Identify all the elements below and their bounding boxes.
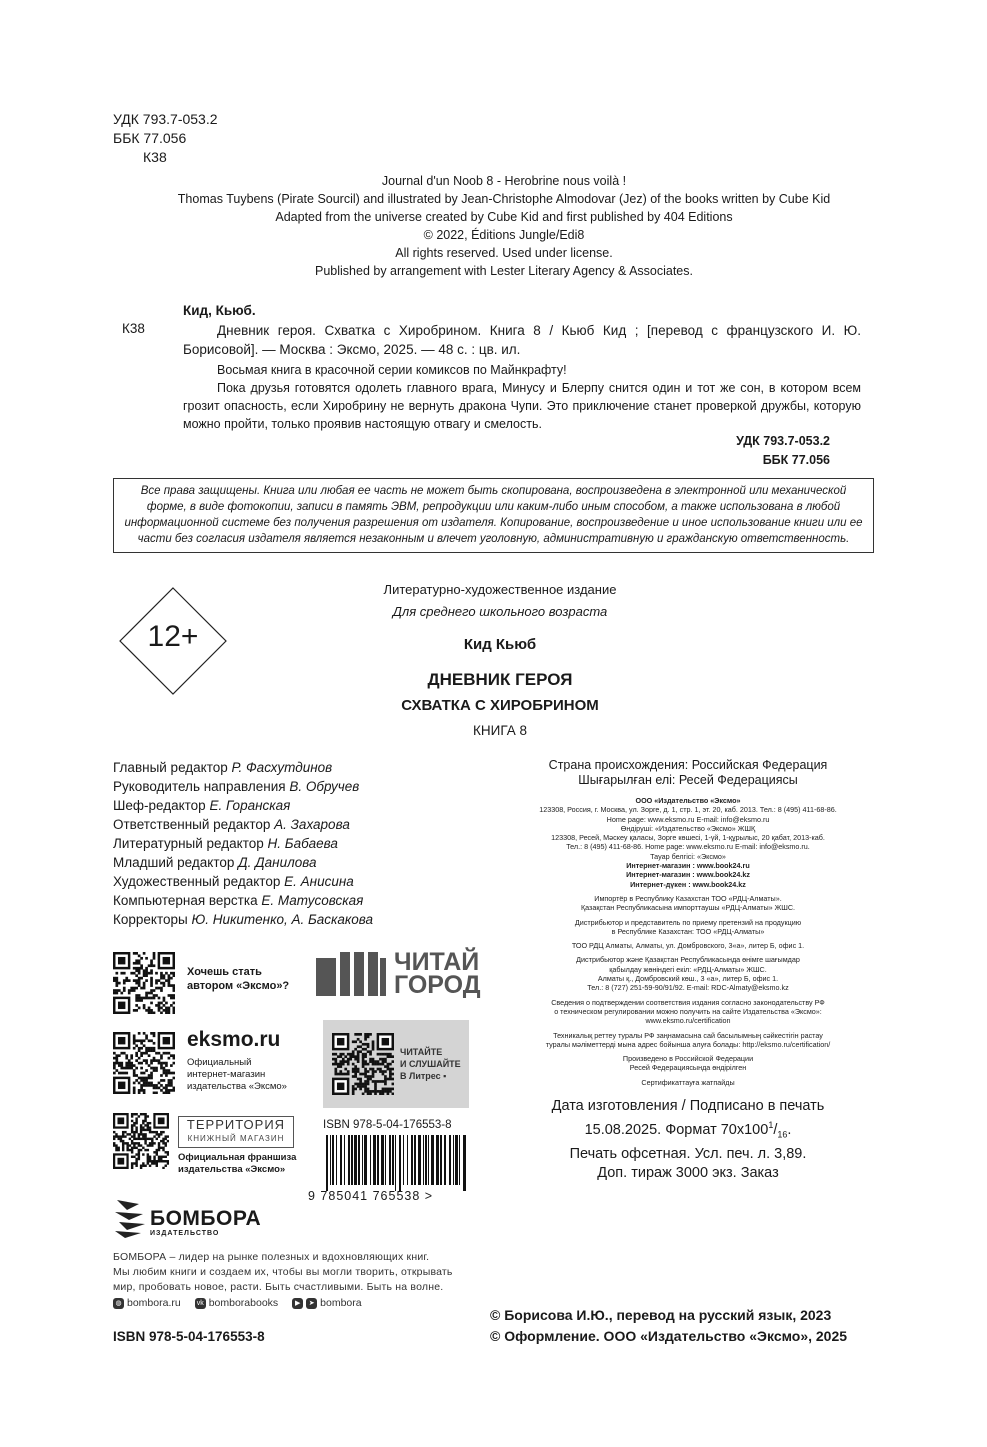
staff-role: Художественный редактор (113, 874, 281, 889)
staff-row (113, 758, 373, 777)
edition-audience: Для среднего школьного возраста (392, 604, 608, 619)
qr-code-litres[interactable] (332, 1033, 394, 1095)
staff-name: Н. Бабаева (267, 836, 338, 851)
original-credits (100, 172, 908, 280)
eksmo-desc-line: издательства «Эксмо» (187, 1081, 287, 1092)
territory-subtitle: КНИЖНЫЙ МАГАЗИН (187, 1134, 285, 1143)
staff-name: Р. Фасхутдинов (231, 760, 333, 775)
bombora-logo-subtitle: ИЗДАТЕЛЬСТВО (150, 1230, 220, 1237)
print-info (500, 1097, 876, 1183)
biblio-description (183, 321, 861, 359)
staff-role: Литературный редактор (113, 836, 264, 851)
publisher-line: Произведено в Российской Федерации (622, 1054, 754, 1064)
bbk-code-right: ББК 77.056 (762, 453, 830, 467)
rights-notice: Все права защищены. Книга или любая ее часть не может быть скопирована, воспроизведена в электронной или механической форме, в виде фотокопии, записи в память ЭВМ, репродукции или каким-либо иным способом, а также использована в любой информационной системе без получения разрешения от издателя. Копирование, воспроизведение и иное использование книги или ее части без согласия издателя является незаконным и влечет уголовную, административную и гражданскую ответственность. (113, 478, 874, 553)
publisher-line: Интернет-магазин : www.book24.kz (626, 870, 750, 880)
bombora-logo-icon (113, 1198, 147, 1238)
country-of-origin (500, 758, 876, 788)
publisher-line: Дистрибьютор и представитель по приему претензий на продукцию (574, 917, 802, 927)
social-website[interactable] (113, 1297, 181, 1309)
want-author-text (187, 965, 297, 993)
copyright-line: © Оформление. ООО «Издательство «Эксмо», 2025 (490, 1328, 848, 1344)
publisher-line: Тел.: 8 (727) 251-59-90/91/92. E-mail: RDC-Almaty@eksmo.kz (587, 983, 789, 993)
udk-top-block (113, 110, 218, 167)
staff-row (113, 834, 373, 853)
publisher-line: Ресей Федерациясында өндірілген (629, 1063, 747, 1073)
publisher-line: 123308, Россия, г. Москва, ул. Зорге, д. 1, стр. 1, эт. 20, каб. 2013. Тел.: 8 (495) 411-68-86. (539, 805, 837, 815)
format-end: . (787, 1121, 792, 1138)
barcode-digits: 9 785041 765538 > (308, 1189, 434, 1203)
format-slash: / (773, 1121, 778, 1138)
origin-line: Страна происхождения: Российская Федерация (548, 758, 828, 772)
print-line (500, 1116, 876, 1145)
staff-row (113, 815, 373, 834)
copyright-block (490, 1305, 847, 1347)
print-line: Дата изготовления / Подписано в печать (551, 1098, 825, 1114)
publisher-line: қабылдау жөніндегі екіл: «РДЦ-Алматы» ЖШС. (609, 964, 767, 974)
biblio-description-text: Дневник героя. Схватка с Хиробрином. Книга 8 / Кьюб Кид ; [перевод с французского И. Ю. Борисовой]. — Москва : Эксмо, 2025. — 48 с. : цв. ил. (183, 323, 861, 357)
age-rating: 12+ (147, 620, 199, 653)
publisher-line: www.eksmo.ru/certification (645, 1016, 731, 1026)
book-subtitle: СХВАТКА С ХИРОБРИНОМ (401, 697, 599, 714)
staff-name: А. Захарова (274, 817, 350, 832)
credit-line: © 2022, Éditions Jungle/Edi8 (423, 228, 585, 242)
publisher-line: Техникалық реттеу туралы РФ заңнамасына сай басылымның сәйкестігін растау (553, 1030, 823, 1040)
staff-role: Шеф-редактор (113, 798, 206, 813)
staff-role: Младший редактор (113, 855, 235, 870)
udk-right-block (736, 432, 830, 470)
credit-line: Thomas Tuybens (Pirate Sourcil) and illustrated by Jean-Christophe Almodovar (Jez) of the books written by Cube Kid (177, 192, 831, 206)
chitai-gorod-mark-icon (316, 952, 388, 996)
chitai-gorod-text (394, 948, 481, 999)
qr-code-territory[interactable] (113, 1113, 169, 1169)
territory-description (178, 1152, 296, 1176)
isbn-bottom: ISBN 978-5-04-176553-8 (113, 1329, 265, 1344)
bombora-logo: БОМБОРА (150, 1207, 262, 1230)
litres-line: В Литрес ▪ (400, 1071, 447, 1081)
staff-name: Е. Горанская (209, 798, 291, 813)
publisher-line: в Республике Казахстан: ТОО «РДЦ-Алматы» (611, 926, 765, 936)
edition-type: Литературно-художественное издание (383, 582, 617, 597)
publisher-line: Интернет-магазин : www.book24.ru (626, 861, 750, 871)
gorod-word: ГОРОД (394, 971, 481, 999)
udk-code-right: УДК 793.7-053.2 (736, 434, 830, 448)
print-line: Доп. тираж 3000 экз. Заказ (597, 1164, 779, 1181)
staff-role: Корректоры (113, 912, 188, 927)
credit-line: Adapted from the universe created by Cube Kid and first published by 404 Editions (275, 210, 733, 224)
staff-role: Главный редактор (113, 760, 228, 775)
book-number: КНИГА 8 (473, 723, 527, 738)
chitai-word: ЧИТАЙ (394, 948, 480, 976)
territory-desc-line: Официальная франшиза (178, 1152, 297, 1163)
udk-code: УДК 793.7-053.2 (113, 111, 218, 127)
staff-row (113, 910, 373, 929)
credit-line: Journal d'un Noob 8 - Herobrine nous voilà ! (381, 174, 627, 188)
publisher-line: Интернет-дүкен : www.book24.kz (630, 879, 746, 889)
eksmo-description (187, 1057, 287, 1093)
annotation-line-1: Восьмая книга в красочной серии комиксов по Майнкрафту! (217, 363, 567, 377)
social-telegram-label: bombora (320, 1297, 362, 1309)
staff-name: Д. Данилова (238, 855, 317, 870)
publisher-line: Тауар белгісі: «Эксмо» (650, 851, 726, 861)
biblio-annotation (183, 361, 861, 433)
bombora-socials (113, 1297, 362, 1309)
eksmo-desc-line: интернет-магазин (187, 1069, 266, 1080)
chitai-gorod-logo (316, 948, 481, 1001)
eksmo-desc-line: Официальный (187, 1057, 252, 1068)
territory-logo (178, 1116, 294, 1148)
territory-desc-line: издательства «Эксмо» (178, 1164, 286, 1175)
isbn-barcode (322, 1135, 472, 1191)
publisher-line: туралы мәліметтерді мына адрес бойынша алуға болады: http://eksmo.ru/certification/ (545, 1039, 831, 1049)
staff-row (113, 872, 373, 891)
publisher-line: Алматы қ., Домбровский көш., 3 «а», литер Б, офис 1. (597, 974, 779, 984)
staff-role: Руководитель направления (113, 779, 286, 794)
qr-code-eksmo[interactable] (113, 1032, 175, 1094)
staff-role: Компьютерная верстка (113, 893, 258, 908)
author-mark: К38 (143, 149, 167, 165)
staff-name: Ю. Никитенко, А. Баскакова (191, 912, 374, 927)
biblio-author: Кид, Кьюб. (183, 303, 256, 318)
publisher-line: 123308, Ресей, Мәскеу қаласы, Зорге көшесі, 1-үй, 1-құрылыс, 20 қабат, 2013-каб. (551, 833, 825, 843)
social-vk-label: bomborabooks (208, 1297, 279, 1309)
bombora-description (113, 1250, 453, 1295)
publisher-line: Дистрибьютор және Қазақстан Республикасында өнімге шағымдар (576, 955, 800, 965)
staff-name: Е. Матусовская (261, 893, 364, 908)
staff-name: В. Обручев (289, 779, 360, 794)
credit-line: All rights reserved. Used under license. (395, 246, 613, 260)
staff-row (113, 853, 373, 872)
territory-title: ТЕРРИТОРИЯ (186, 1117, 286, 1132)
book-title: ДНЕВНИК ГЕРОЯ (427, 670, 573, 689)
bbk-code: ББК 77.056 (113, 130, 187, 146)
publisher-line: Өндіруші: «Издательство «Эксмо» ЖШҚ (620, 823, 756, 833)
publisher-line: ТОО РДЦ Алматы, Алматы, ул. Домбровского, 3«а», литер Б, офис 1. (571, 941, 805, 951)
staff-role: Ответственный редактор (113, 817, 271, 832)
telegram-icon: ➤ (306, 1298, 317, 1309)
social-website-label: bombora.ru (127, 1297, 181, 1309)
barcode-isbn-label: ISBN 978-5-04-176553-8 (323, 1119, 452, 1131)
credit-line: Published by arrangement with Lester Literary Agency & Associates. (315, 264, 693, 278)
biblio-code: К38 (122, 321, 145, 336)
publisher-line: о техническом регулировании можно получить на сайте Издательства «Эксмо»: (554, 1006, 822, 1016)
bombora-desc-line: Мы любим книги и создаем их, чтобы вы могли творить, открывать (113, 1266, 453, 1278)
litres-line: ЧИТАЙТЕ (400, 1047, 443, 1057)
publisher-line: Қазақстан Республикасына импорттаушы «РДЦ-Алматы» ЖШС. (580, 903, 796, 913)
litres-text (400, 1046, 461, 1082)
social-vk[interactable] (195, 1297, 278, 1309)
publisher-line: Сведения о подтверждении соответствия издания согласно законодательству РФ (551, 997, 825, 1007)
staff-name: Е. Анисина (284, 874, 354, 889)
copyright-line: © Борисова И.Ю., перевод на русский язык, 2023 (490, 1307, 832, 1323)
publisher-line: ООО «Издательство «Эксмо» (635, 796, 741, 805)
publisher-line: Сертификаттауға жатпайды (641, 1077, 735, 1087)
staff-row (113, 777, 373, 796)
print-line: Печать офсетная. Усл. печ. л. 3,89. (569, 1145, 807, 1162)
publisher-line: Home page: www.eksmo.ru E-mail: info@eksmo.ru (606, 814, 770, 824)
staff-row (113, 796, 373, 815)
youtube-icon: ▶ (292, 1298, 303, 1309)
format-sup: 1 (768, 1120, 774, 1130)
bombora-desc-line: БОМБОРА – лидер на рынке полезных и вдохновляющих книг. (113, 1251, 430, 1263)
publisher-info (500, 796, 876, 1087)
litres-block (323, 1020, 469, 1108)
format-sub: 16 (777, 1129, 788, 1140)
bombora-desc-line: мир, пробовать новое, расти. Быть счастливыми. Быть на волне. (113, 1281, 444, 1293)
globe-icon: ◍ (113, 1298, 124, 1309)
vk-icon: vk (196, 1299, 204, 1307)
publisher-line: Тел.: 8 (495) 411-68-86. Home page: www.eksmo.ru E-mail: info@eksmo.ru. (566, 842, 810, 852)
publisher-line: Импортёр в Республику Казахстан ТОО «РДЦ-Алматы». (594, 893, 782, 903)
staff-row (113, 891, 373, 910)
origin-line: Шығарылған елі: Ресей Федерациясы (578, 773, 798, 787)
litres-line: И СЛУШАЙТЕ (400, 1059, 461, 1069)
staff-list (113, 758, 373, 929)
edition-author: Кид Кьюб (463, 636, 537, 653)
qr-code-author[interactable] (113, 952, 175, 1014)
annotation-line-2: Пока друзья готовятся одолеть главного врага, Минусу и Блерпу снится один и тот же сон, в котором всем грозит опасность, если Хиробрину не вернуть дракона Чупи. Это приключение станет проверкой дружбы, которую можно пройти, только проявив настоящую отвагу и смелость. (183, 381, 861, 431)
eksmo-url[interactable]: eksmo.ru (187, 1028, 281, 1051)
social-telegram[interactable] (292, 1297, 361, 1309)
print-format: 15.08.2025. Формат 70x100 (584, 1121, 769, 1138)
want-author-label: Хочешь стать автором «Эксмо»? (187, 966, 290, 992)
